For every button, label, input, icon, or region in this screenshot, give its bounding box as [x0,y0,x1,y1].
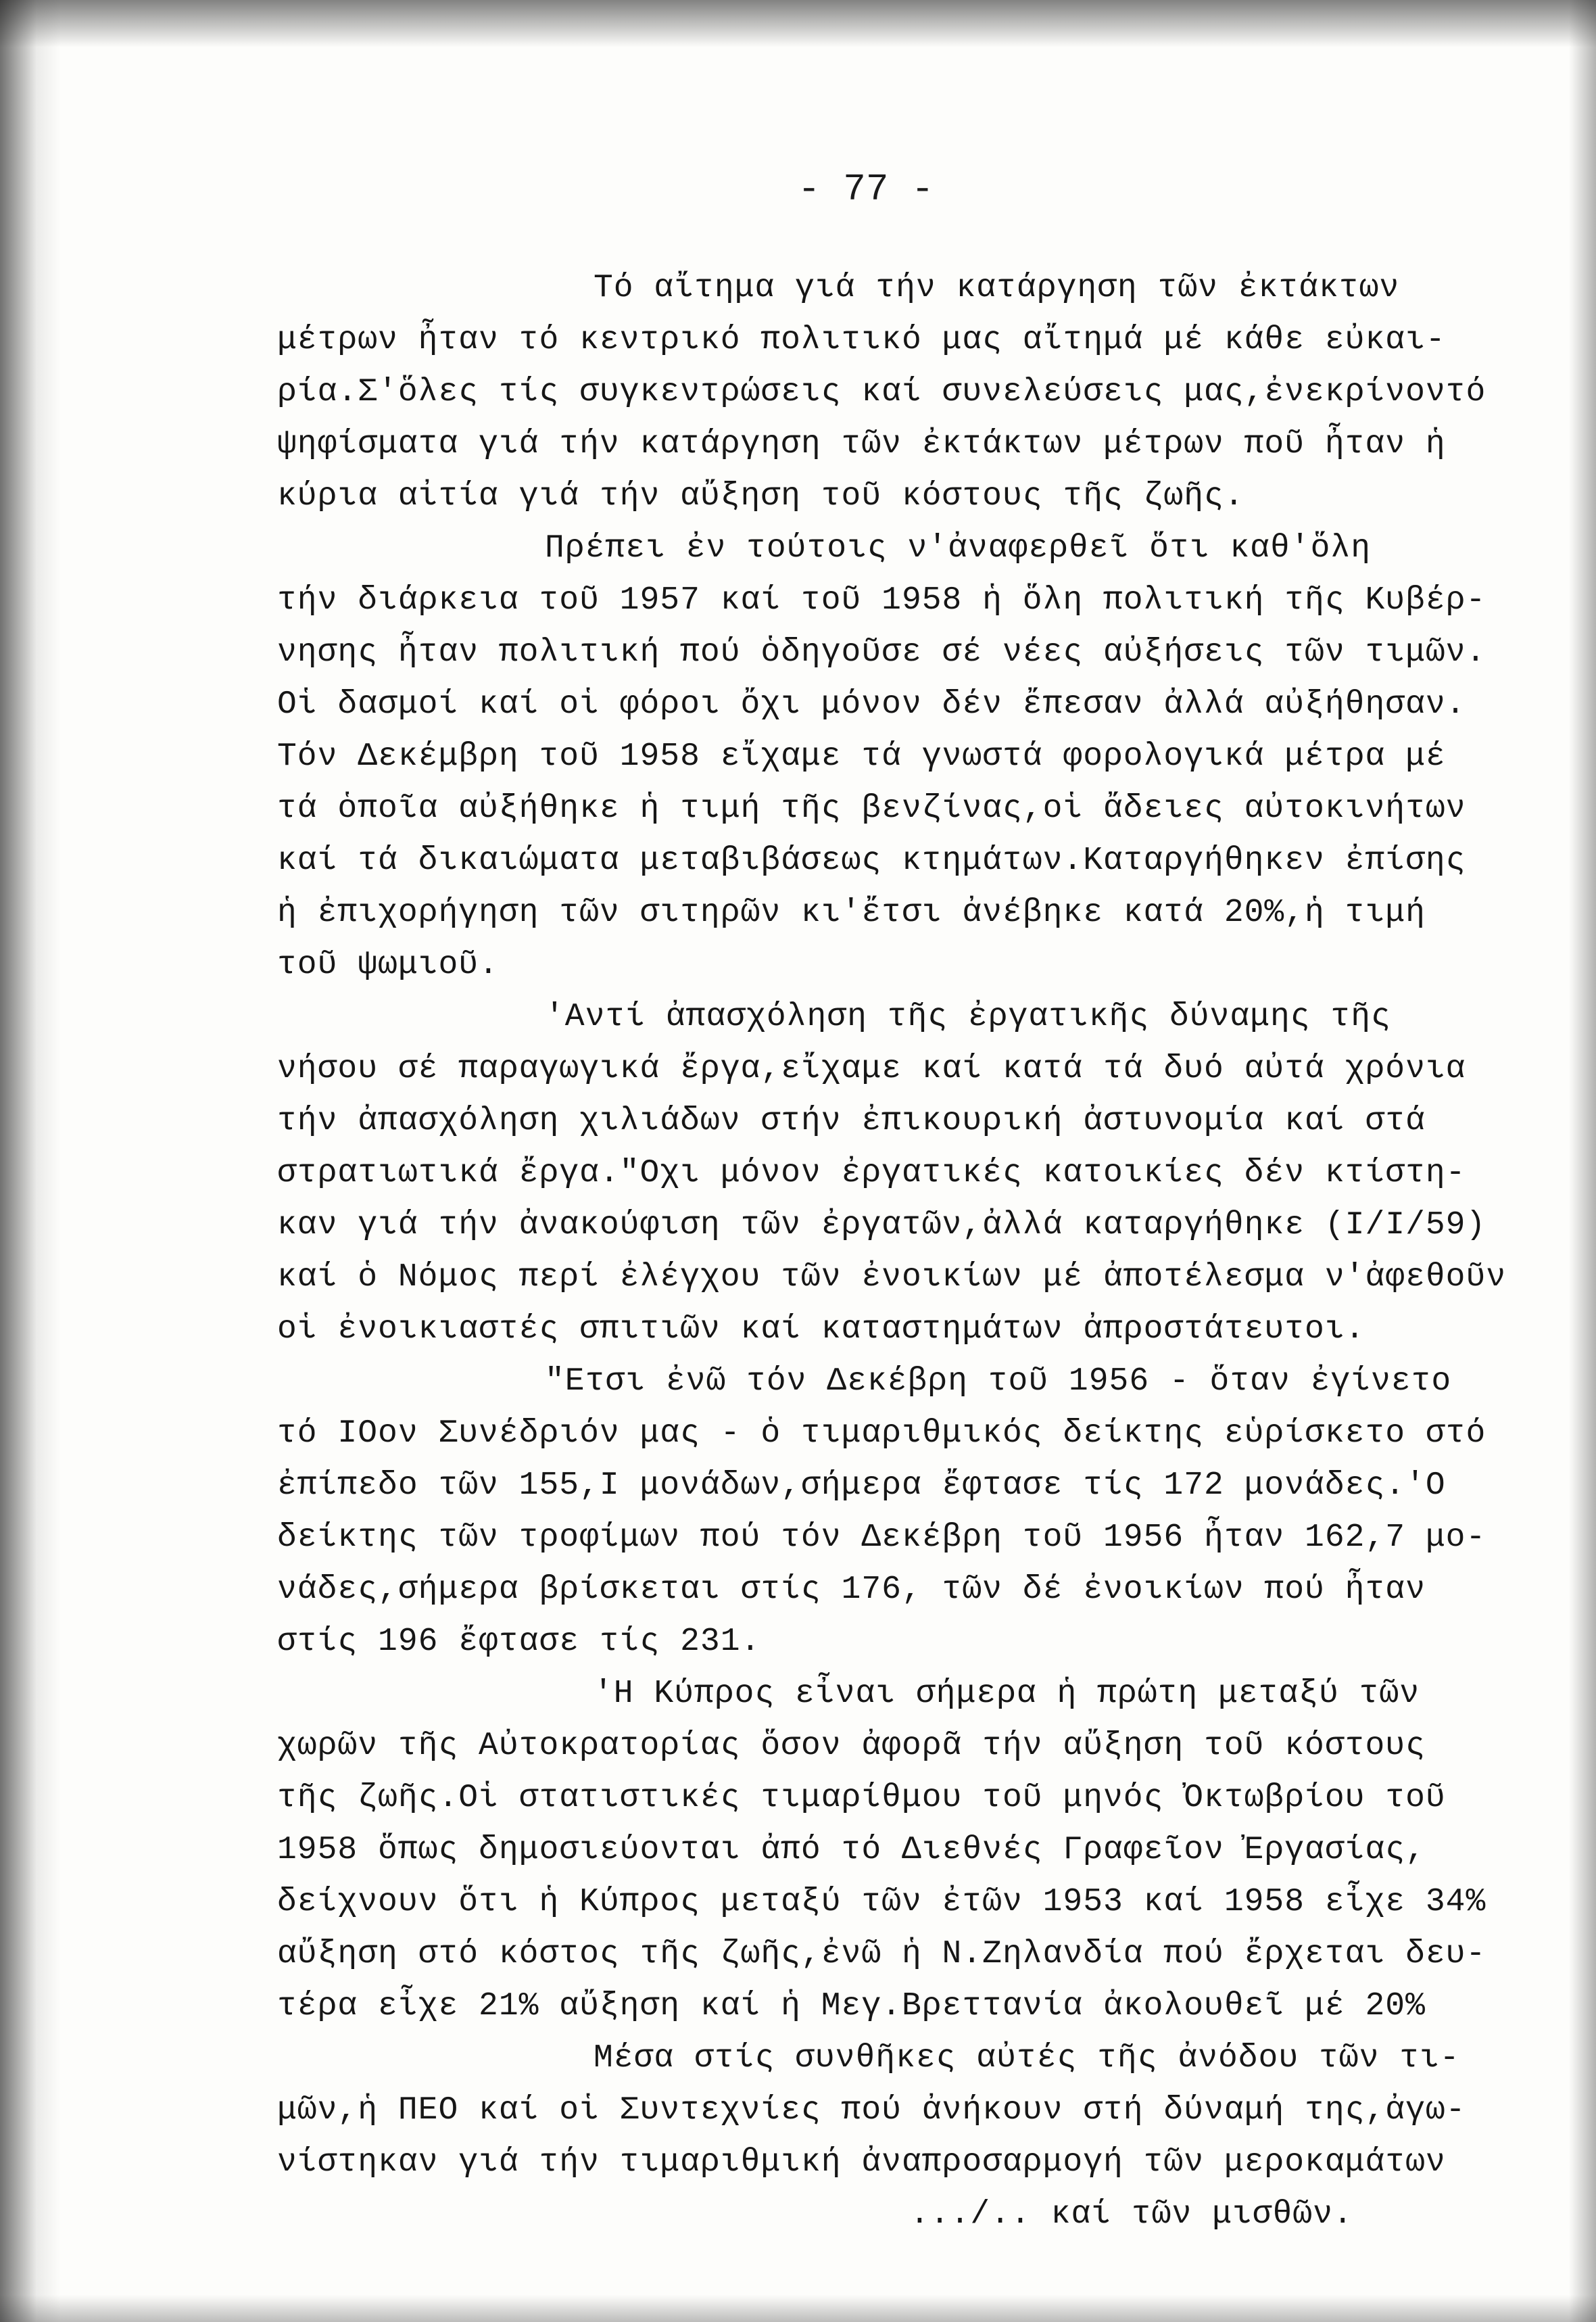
text-line: 1958 ὅπως δημοσιεύονται ἀπό τό Διεθνές Γραφεῖον Ἐργασίας, [277,1832,1426,1868]
document-body [277,262,1514,2241]
text-line: νάδες,σήμερα βρίσκεται στίς 176, τῶν δέ ἐνοικίων πού ἦταν [277,1571,1426,1608]
text-line: νήσου σέ παραγωγικά ἔργα,εἴχαμε καί κατά τά δυό αὐτά χρόνια [277,1051,1466,1087]
text-line: τοῦ ψωμιοῦ. [277,947,499,983]
text-line: αὔξηση στό κόστος τῆς ζωῆς,ἐνῶ ἡ Ν.Ζηλανδία πού ἔρχεται δευ- [277,1936,1486,1972]
text-line: κύρια αἰτία γιά τήν αὔξηση τοῦ κόστους τῆς ζωῆς. [277,478,1244,515]
text-line: μῶν,ἡ ΠΕΟ καί οἱ Συντεχνίες πού ἀνήκουν στή δύναμή της,ἀγω- [277,2092,1466,2129]
text-line: .../.. καί τῶν μισθῶν. [910,2196,1353,2233]
scan-edge-left [0,0,61,2322]
text-line: στίς 196 ἔφτασε τίς 231. [277,1624,761,1660]
text-line: "Ετσι ἐνῶ τόν Δεκέβρη τοῦ 1956 - ὅταν ἐγίνετο [545,1363,1452,1400]
text-line: 'Αντί ἀπασχόληση τῆς ἐργατικῆς δύναμης τῆς [545,999,1391,1035]
text-line: τέρα εἶχε 21% αὔξηση καί ἡ Μεγ.Βρεττανία ἀκολουθεῖ μέ 20% [277,1988,1426,2024]
text-line: τήν ἀπασχόληση χιλιάδων στήν ἐπικουρική ἀστυνομία καί στά [277,1103,1426,1139]
text-line: τῆς ζωῆς.Οἱ στατιστικές τιμαρίθμου τοῦ μηνός Ὀκτωβρίου τοῦ [277,1780,1446,1816]
text-line: τό IOον Συνέδριόν μας - ὁ τιμαριθμικός δείκτης εὑρίσκετο στό [277,1415,1486,1452]
text-line: οἱ ἐνοικιαστές σπιτιῶν καί καταστημάτων ἀπροστάτευτοι. [277,1311,1365,1348]
text-line: Μέσα στίς συνθῆκες αὐτές τῆς ἀνόδου τῶν τι- [594,2040,1460,2077]
text-line: νησης ἦταν πολιτική πού ὁδηγοῦσε σέ νέες αὐξήσεις τῶν τιμῶν. [277,634,1486,671]
text-line: τήν διάρκεια τοῦ 1957 καί τοῦ 1958 ἡ ὅλη πολιτική τῆς Κυβέρ- [277,582,1486,619]
text-line: ἡ ἐπιχορήγηση τῶν σιτηρῶν κι'ἔτσι ἀνέβηκε κατά 20%,ἡ τιμή [277,895,1426,931]
text-line: ρία.Σ'ὅλες τίς συγκεντρώσεις καί συνελεύσεις μας,ἐνεκρίνοντό [277,374,1486,410]
text-line: νίστηκαν γιά τήν τιμαριθμική ἀναπροσαρμογή τῶν μεροκαμάτων [277,2144,1446,2181]
text-line: Πρέπει ἐν τούτοις ν'ἀναφερθεῖ ὅτι καθ'ὅλη [545,530,1371,567]
text-line: Τόν Δεκέμβρη τοῦ 1958 εἴχαμε τά γνωστά φορολογικά μέτρα μέ [277,738,1446,775]
text-line: ψηφίσματα γιά τήν κατάργηση τῶν ἐκτάκτων μέτρων ποῦ ἦταν ἡ [277,426,1446,463]
scan-edge-bottom [0,2295,1596,2322]
text-line: Τό αἴτημα γιά τήν κατάργηση τῶν ἐκτάκτων [594,270,1400,306]
scan-edge-right [1569,0,1596,2322]
text-line: Οἱ δασμοί καί οἱ φόροι ὄχι μόνον δέν ἔπεσαν ἀλλά αὐξήθησαν. [277,686,1466,723]
scan-edge-top [0,0,1596,47]
text-line: τά ὁποῖα αὐξήθηκε ἡ τιμή τῆς βενζίνας,οἱ ἄδειες αὐτοκινήτων [277,790,1466,827]
page-number: - 77 - [798,168,934,211]
text-line: δείχνουν ὅτι ἡ Κύπρος μεταξύ τῶν ἐτῶν 1953 καί 1958 εἶχε 34% [277,1884,1486,1920]
text-line: χωρῶν τῆς Αὐτοκρατορίας ὅσον ἀφορᾶ τήν αὔξηση τοῦ κόστους [277,1728,1426,1764]
text-line: μέτρων ἦταν τό κεντρικό πολιτικό μας αἴτημά μέ κάθε εὐκαι- [277,322,1446,358]
text-line: 'Η Κύπρος εἶναι σήμερα ἡ πρώτη μεταξύ τῶν [594,1676,1420,1712]
text-line: καί τά δικαιώματα μεταβιβάσεως κτημάτων.Καταργήθηκεν ἐπίσης [277,843,1466,879]
text-line: ἐπίπεδο τῶν 155,I μονάδων,σήμερα ἔφτασε τίς 172 μονάδες.'Ο [277,1467,1446,1504]
text-line: δείκτης τῶν τροφίμων πού τόν Δεκέβρη τοῦ 1956 ἦταν 162,7 μο- [277,1519,1486,1556]
text-line: καν γιά τήν ἀνακούφιση τῶν ἐργατῶν,ἀλλά καταργήθηκε (I/I/59) [277,1207,1486,1243]
text-line: στρατιωτικά ἔργα."Οχι μόνον ἐργατικές κατοικίες δέν κτίστη- [277,1155,1466,1191]
text-line: καί ὁ Νόμος περί ἐλέγχου τῶν ἐνοικίων μέ ἀποτέλεσμα ν'ἀφεθοῦν [277,1259,1507,1296]
